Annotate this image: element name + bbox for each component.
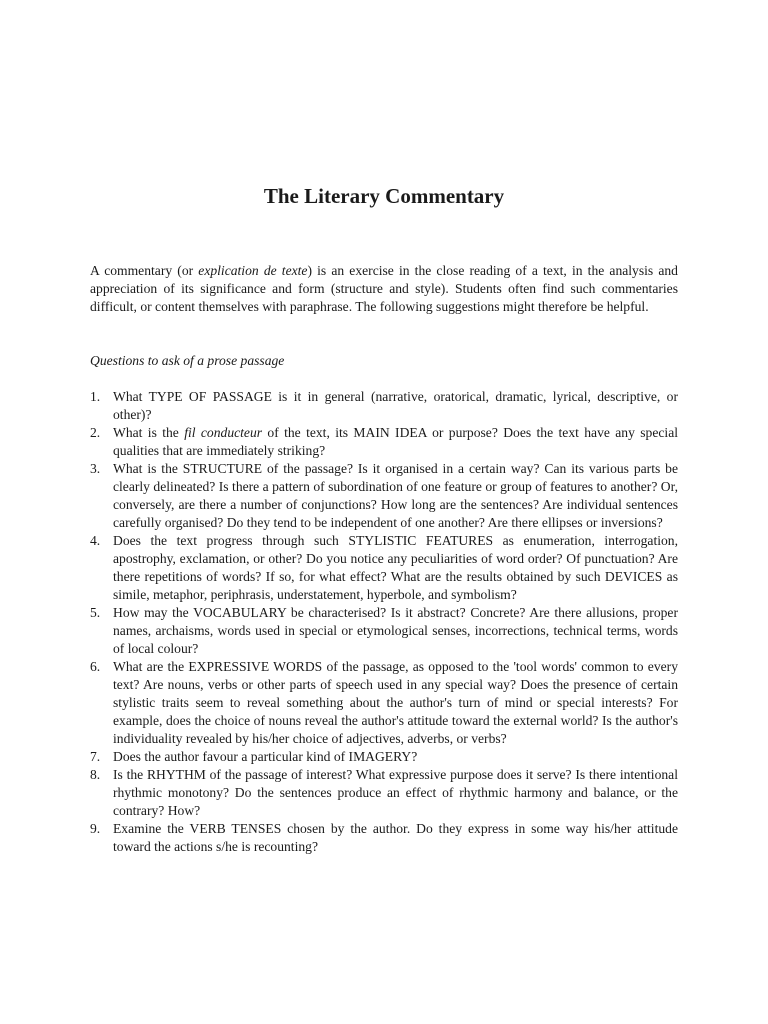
question-text-end: of the text, its MAIN IDEA or purpose? Does the text have any special qualities that are immediately striking? [113,425,679,458]
question-text-start: What is the [113,425,185,440]
question-item [90,766,678,820]
question-item [90,388,678,424]
intro-paragraph [90,262,678,316]
section-subheading: Questions to ask of a prose passage [90,353,285,368]
question-number: 2. [90,425,101,440]
page-title: The Literary Commentary [263,184,505,208]
question-number: 1. [90,389,101,404]
intro-emphasis: explication de texte [198,263,308,278]
question-text: Does the author favour a particular kind of IMAGERY? [113,749,418,764]
question-emphasis: fil conducteur [184,425,263,440]
question-text: What are the EXPRESSIVE WORDS of the passage, as opposed to the 'tool words' common to every text? Are nouns, verbs or other parts of speech used in any special way? Does the presence of certain stylistic traits seem to reveal something about the author's turn of mind or special interests? For example, does the choice of nouns reveal the author's attitude toward the external world? Is the author's individuality revealed by his/her choice of adjectives, adverbs, or verbs? [113,659,678,746]
question-number: 8. [90,767,101,782]
question-text: What TYPE OF PASSAGE is it in general (narrative, oratorical, dramatic, lyrical, descriptive, or other)? [113,389,678,422]
question-number: 4. [90,533,101,548]
question-item [90,460,678,532]
intro-text-end: ) is an exercise in the close reading of a text, in the analysis and appreciation of its significance and form (structure and style). Students often find such commentaries difficult, or content themselves with paraphrase. The following suggestions might therefore be helpful. [90,263,678,314]
question-number: 9. [90,821,101,836]
question-item [90,820,678,856]
question-number: 5. [90,605,101,620]
intro-text-start: A commentary (or [90,263,199,278]
question-text: How may the VOCABULARY be characterised? Is it abstract? Concrete? Are there allusions, proper names, archaisms, words used in special or etymological senses, incorrections, technical terms, words of local colour? [113,605,678,656]
question-item [90,532,678,604]
question-text: Examine the VERB TENSES chosen by the author. Do they express in some way his/her attitude toward the actions s/he is recounting? [113,821,678,854]
question-text: Is the RHYTHM of the passage of interest? What expressive purpose does it serve? Is there intentional rhythmic monotony? Do the sentences produce an effect of rhythmic harmony and balance, or the contrary? How? [113,767,678,818]
question-number: 7. [90,749,101,764]
question-item [90,424,678,460]
question-item [90,604,678,658]
question-number: 3. [90,461,101,476]
question-item [90,748,678,766]
question-text: What is the STRUCTURE of the passage? Is it organised in a certain way? Can its various parts be clearly delineated? Is there a pattern of subordination of one feature or group of features to another? Or, conversely, are there a number of conjunctions? How long are the sentences? Are individual sentences carefully organised? Do they tend to be independent of one another? Are there ellipses or inversions? [113,461,678,530]
question-item [90,658,678,748]
question-list [90,388,678,856]
question-text: Does the text progress through such STYLISTIC FEATURES as enumeration, interrogation, apostrophy, exclamation, or other? Do you notice any peculiarities of word order? Of punctuation? Are there repetitions of words? If so, for what effect? What are the results obtained by such DEVICES as simile, metaphor, periphrasis, understatement, hyperbole, and symbolism? [113,533,678,602]
question-number: 6. [90,659,101,674]
